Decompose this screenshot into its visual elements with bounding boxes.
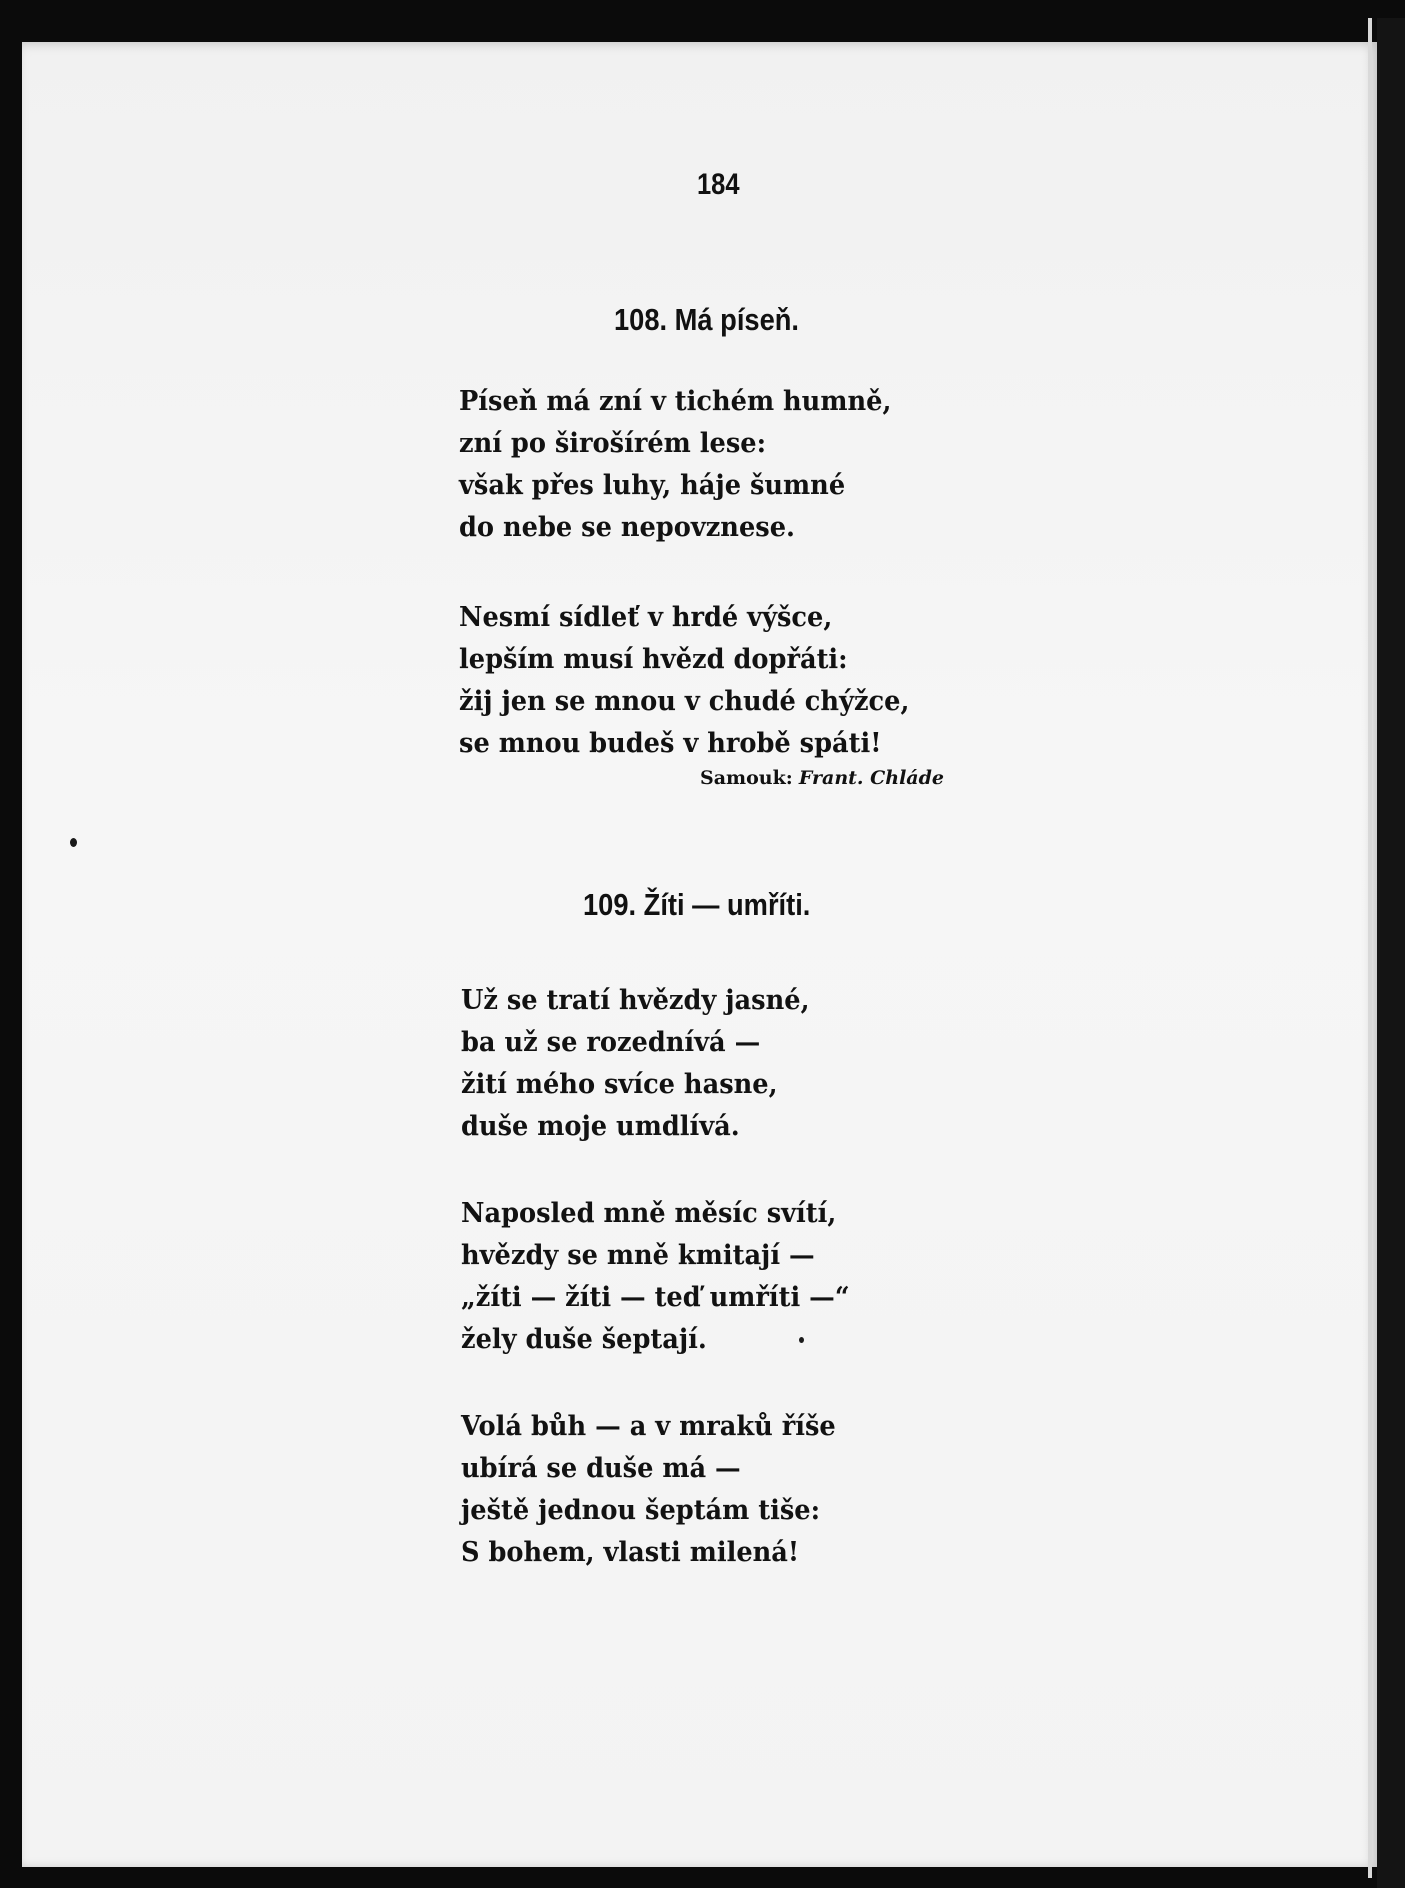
verse-line: žij jen se mnou v chudé chýžce, (459, 686, 910, 717)
verse-line: Píseň má zní v tichém humně, (459, 386, 892, 417)
verse-line: duše moje umdlívá. (461, 1111, 740, 1142)
verse-line: Nesmí sídleť v hrdé výšce, (459, 602, 833, 633)
attribution-author: Frant. Chláde (798, 767, 944, 789)
poem-108-stanza-1 (459, 381, 891, 549)
verse-line: se mnou budeš v hrobě spáti! (459, 728, 882, 759)
verse-line: ještě jednou šeptám tiše: (461, 1495, 821, 1526)
verse-line: Volá bůh — a v mraků říše (461, 1411, 836, 1442)
poem-title-109: 109. Žíti — umříti. (583, 887, 811, 922)
verse-line: Už se tratí hvězdy jasné, (461, 985, 810, 1016)
verse-line: však přes luhy, háje šumné (459, 470, 846, 501)
poem-108-stanza-2 (459, 597, 909, 765)
verse-line: ubírá se duše má — (461, 1453, 741, 1484)
verse-line: Naposled mně měsíc svítí, (461, 1198, 837, 1229)
ink-speck (70, 838, 77, 847)
verse-line: lepším musí hvězd dopřáti: (459, 644, 848, 675)
attribution-label: Samouk: (700, 767, 793, 789)
poem-title-108: 108. Má píseň. (614, 302, 799, 337)
verse-line: žely duše šeptají. (461, 1324, 707, 1355)
verse-line: S bohem, vlasti milená! (461, 1537, 800, 1568)
ink-speck (799, 1337, 804, 1343)
poem-108-attribution (700, 767, 944, 789)
verse-line: zní po širošírém lese: (459, 428, 767, 459)
poem-109-stanza-1 (461, 980, 810, 1148)
verse-line: žití mého svíce hasne, (461, 1069, 778, 1100)
verse-line: do nebe se nepovznese. (459, 512, 795, 543)
poem-109-stanza-3 (461, 1406, 836, 1574)
verse-line: hvězdy se mně kmitají — (461, 1240, 815, 1271)
right-dark-edge (1377, 18, 1405, 1888)
verse-line: ba už se rozednívá — (461, 1027, 761, 1058)
page-edge-line (1368, 18, 1372, 1878)
page-number: 184 (697, 168, 740, 201)
poem-109-stanza-2 (461, 1193, 850, 1361)
verse-line: „žíti — žíti — teď umříti —“ (461, 1282, 850, 1313)
